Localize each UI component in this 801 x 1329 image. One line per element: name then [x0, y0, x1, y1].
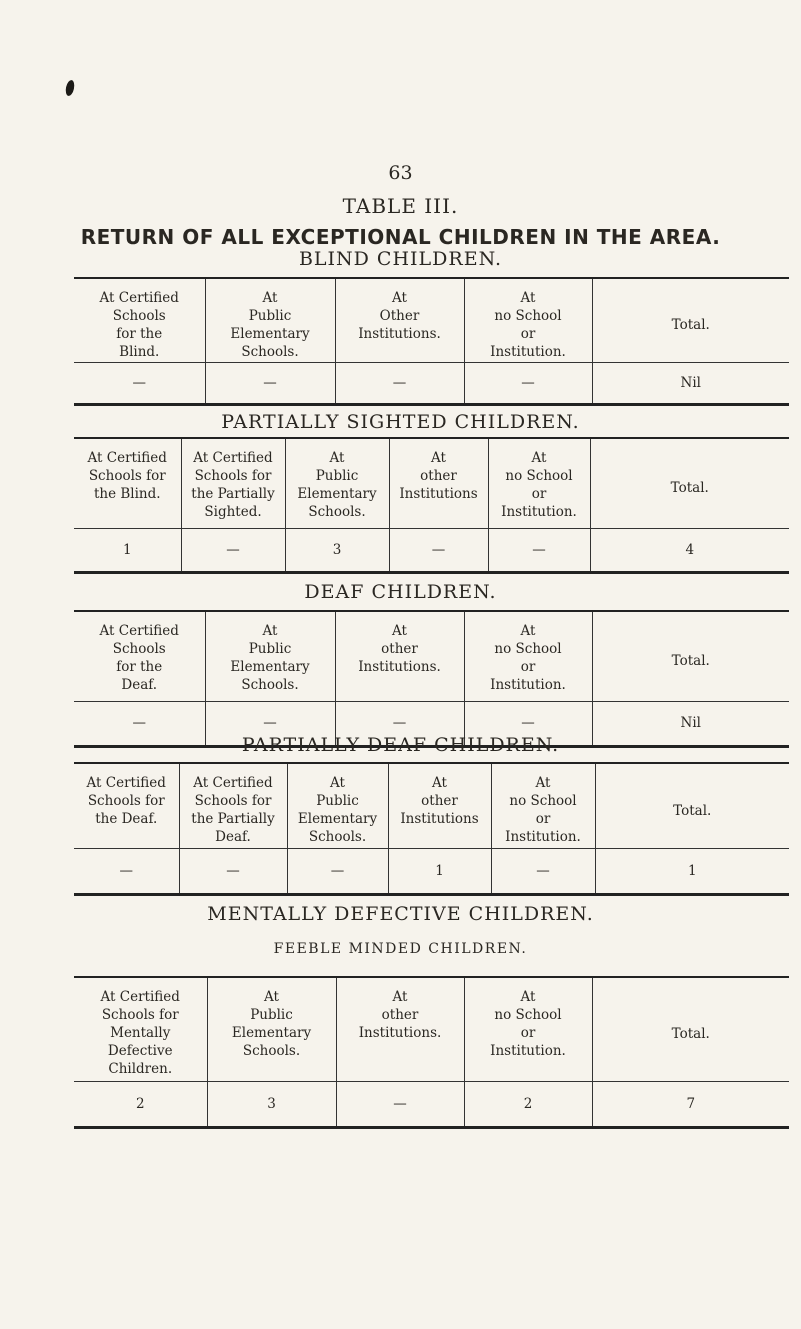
header-row [74, 278, 789, 362]
header-line: Public [316, 793, 359, 809]
header-line: Other [379, 308, 420, 324]
column-header [491, 763, 595, 848]
header-line: other [381, 1007, 419, 1023]
header-line: At [264, 989, 279, 1005]
header-line: or [520, 326, 536, 342]
value-cell: — [179, 848, 287, 894]
header-line: At [262, 623, 278, 639]
header-line: the Partially [191, 486, 275, 502]
header-line: Institutions. [358, 659, 441, 675]
header-line: At [431, 450, 446, 466]
partially-sighted-section-title: PARTIALLY SIGHTED CHILDREN. [221, 411, 580, 433]
header-line: the Partially [191, 811, 275, 827]
header-line: Schools. [308, 504, 366, 520]
header-line: Deaf. [215, 829, 251, 845]
header-row [74, 438, 789, 528]
header-line: At Certified [193, 775, 273, 791]
header-line: Sighted. [204, 504, 262, 520]
column-header [488, 438, 590, 528]
value-cell: — [181, 528, 285, 572]
header-line: Elementary [230, 326, 310, 342]
value-cell: 4 [590, 528, 789, 572]
page-number: 63 [388, 162, 413, 184]
value-cell: — [464, 362, 592, 404]
value-cell: 2 [464, 1081, 592, 1127]
header-line: the Blind. [93, 486, 161, 502]
column-header [335, 611, 464, 701]
header-line: At [535, 775, 551, 791]
header-line: At [520, 623, 536, 639]
value-cell: 1 [388, 848, 491, 894]
column-header [74, 438, 181, 528]
header-line: Schools for [101, 1007, 179, 1023]
header-line: Public [248, 308, 292, 324]
value-cell: — [335, 701, 464, 746]
value-cell: — [74, 701, 205, 746]
value-cell: — [205, 362, 335, 404]
value-cell: 3 [207, 1081, 336, 1127]
value-cell: 7 [592, 1081, 789, 1127]
header-line: Deaf. [121, 677, 158, 693]
partially-deaf-table [74, 762, 789, 896]
column-header [464, 611, 592, 701]
header-line: the Deaf. [95, 811, 158, 827]
header-line: Public [248, 641, 292, 657]
mentally-defective-table [74, 976, 789, 1129]
value-cell: Nil [592, 701, 789, 746]
value-cell: — [335, 362, 464, 404]
column-header [74, 278, 205, 362]
column-header [464, 278, 592, 362]
header-line: At Certified [99, 623, 179, 639]
column-header [592, 977, 789, 1081]
value-cell: — [74, 362, 205, 404]
value-cell: — [205, 701, 335, 746]
header-line: Total. [671, 1026, 710, 1043]
header-line: other [421, 793, 458, 809]
column-header [205, 611, 335, 701]
header-line: At [262, 290, 278, 306]
header-line: At Certified [100, 989, 180, 1005]
header-line: Institution. [501, 504, 577, 520]
column-header [592, 278, 789, 362]
column-header [336, 977, 464, 1081]
header-line: Institution. [490, 1043, 566, 1059]
header-row [74, 977, 789, 1081]
header-line: Total. [673, 802, 712, 819]
value-row [74, 848, 789, 894]
column-header [590, 438, 789, 528]
value-cell: — [491, 848, 595, 894]
column-header [592, 611, 789, 701]
header-line: for the [116, 659, 163, 675]
header-line: Defective [107, 1043, 173, 1059]
value-cell: — [74, 848, 179, 894]
column-header [285, 438, 389, 528]
value-cell: 1 [74, 528, 181, 572]
header-line: Schools [112, 308, 166, 324]
header-line: Schools for [194, 468, 272, 484]
header-line: for the [116, 326, 163, 342]
header-line: Mentally [110, 1025, 171, 1041]
ink-blot-mark [64, 79, 75, 96]
header-line: Schools for [194, 793, 272, 809]
feeble-minded-subtitle: FEEBLE MINDED CHILDREN. [273, 941, 528, 957]
header-line: Public [250, 1007, 293, 1023]
column-header [287, 763, 388, 848]
header-line: Children. [108, 1061, 173, 1077]
header-line: Schools for [87, 793, 165, 809]
header-line: Total. [671, 317, 710, 334]
header-line: Total. [670, 480, 709, 497]
deaf-section-title: DEAF CHILDREN. [304, 581, 497, 603]
header-line: or [531, 486, 547, 502]
column-header [74, 977, 207, 1081]
value-row [74, 362, 789, 404]
header-line: Institutions. [358, 326, 441, 342]
header-line: no School [509, 793, 577, 809]
value-cell: 3 [285, 528, 389, 572]
value-cell: 1 [595, 848, 789, 894]
header-line: Schools. [241, 344, 299, 360]
value-cell: — [336, 1081, 464, 1127]
header-line: Elementary [297, 811, 378, 827]
header-line: no School [494, 641, 562, 657]
header-line: At [520, 989, 536, 1005]
header-line: Schools [112, 641, 166, 657]
header-line: Schools. [308, 829, 367, 845]
deaf-table [74, 610, 789, 748]
header-line: no School [494, 1007, 562, 1023]
header-line: other [381, 641, 418, 657]
header-line: Institution. [490, 344, 566, 360]
partially-sighted-table [74, 437, 789, 574]
column-header [74, 611, 205, 701]
main-title: RETURN OF ALL EXCEPTIONAL CHILDREN IN THE AREA. [80, 225, 721, 249]
column-header [388, 763, 491, 848]
header-line: At [520, 290, 536, 306]
header-row [74, 611, 789, 701]
column-header [595, 763, 789, 848]
value-cell: — [488, 528, 590, 572]
column-header [179, 763, 287, 848]
blind-section-title: BLIND CHILDREN. [298, 248, 503, 270]
header-line: Institutions [400, 811, 479, 827]
value-cell: — [464, 701, 592, 746]
value-cell: Nil [592, 362, 789, 404]
header-line: At Certified [86, 775, 166, 791]
column-header [389, 438, 488, 528]
blind-table [74, 277, 789, 406]
header-line: Institution. [490, 677, 566, 693]
header-line: Elementary [297, 486, 377, 502]
header-line: At [432, 775, 447, 791]
value-cell: — [389, 528, 488, 572]
header-line: Elementary [230, 659, 310, 675]
header-line: no School [494, 308, 562, 324]
header-line: Schools. [242, 1043, 301, 1059]
header-line: other [420, 468, 457, 484]
header-line: Blind. [119, 344, 160, 360]
table-title: TABLE III. [342, 194, 459, 218]
header-line: Public [315, 468, 359, 484]
header-line: Elementary [231, 1025, 312, 1041]
header-line: At [329, 450, 345, 466]
value-row [74, 1081, 789, 1127]
column-header [181, 438, 285, 528]
header-line: Schools for [88, 468, 166, 484]
column-header [74, 763, 179, 848]
header-line: At [392, 623, 407, 639]
header-line: or [520, 1025, 536, 1041]
column-header [205, 278, 335, 362]
header-line: At [330, 775, 345, 791]
mentally-defective-section-title: MENTALLY DEFECTIVE CHILDREN. [207, 903, 594, 925]
header-line: At Certified [193, 450, 273, 466]
value-cell: 2 [74, 1081, 207, 1127]
partially-deaf-section-title: PARTIALLY DEAF CHILDREN. [241, 734, 560, 756]
header-line: At [392, 290, 407, 306]
value-cell: — [287, 848, 388, 894]
column-header [207, 977, 336, 1081]
header-line: Total. [671, 653, 710, 670]
column-header [335, 278, 464, 362]
header-line: or [535, 811, 551, 827]
header-line: At Certified [87, 450, 167, 466]
header-line: Schools. [241, 677, 299, 693]
header-line: At [531, 450, 547, 466]
header-line: no School [505, 468, 573, 484]
column-header [464, 977, 592, 1081]
header-line: or [520, 659, 536, 675]
header-line: Institutions. [358, 1025, 442, 1041]
header-line: Institutions [399, 486, 478, 502]
header-line: At [392, 989, 408, 1005]
header-line: Institution. [505, 829, 581, 845]
value-row [74, 528, 789, 572]
header-row [74, 763, 789, 848]
header-line: At Certified [99, 290, 179, 306]
